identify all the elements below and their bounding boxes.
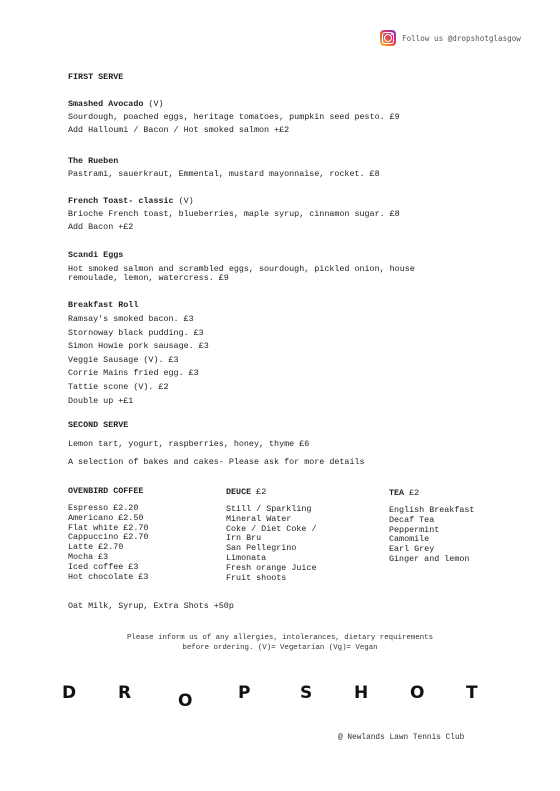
logo-letter: D xyxy=(62,683,77,703)
roll-option: Stornoway black pudding. £3 xyxy=(68,327,204,338)
deuce-heading: DEUCE xyxy=(226,487,252,497)
item-addon: Add Bacon +£2 xyxy=(68,222,134,232)
drinks-deuce xyxy=(226,486,316,583)
drink-item: San Pellegrino xyxy=(226,543,297,554)
menu-item-smashed-avocado xyxy=(68,98,400,137)
drinks-tea xyxy=(389,487,474,565)
follow-text: Follow us @dropshotglasgow xyxy=(402,33,521,43)
drink-item: Ginger and lemon xyxy=(389,553,470,564)
drink-item: Peppermint xyxy=(389,524,440,535)
roll-option: Double up +£1 xyxy=(68,395,134,406)
allergy-notice: Please inform us of any allergies, intolerances, dietary requirements before ordering. (V)= Vegetarian (Vg)= Vegan xyxy=(126,634,434,652)
first-serve-heading: FIRST SERVE xyxy=(68,72,124,82)
second-serve-bakes: A selection of bakes and cakes- Please ask for more details xyxy=(68,457,365,467)
item-name: French Toast- classic xyxy=(68,196,174,206)
roll-option: Simon Howie pork sausage. £3 xyxy=(68,341,209,352)
item-tag: (V) xyxy=(148,99,164,109)
logo-letter: S xyxy=(300,683,313,703)
item-description: Sourdough, poached eggs, heritage tomatoes, pumpkin seed pesto. £9 xyxy=(68,112,400,122)
drink-item: Flat white £2.70 xyxy=(68,522,149,533)
menu-item-french-toast xyxy=(68,195,400,234)
instagram-follow[interactable] xyxy=(380,30,521,46)
drink-item: Camomile xyxy=(389,534,430,545)
item-description: Hot smoked salmon and scrambled eggs, sourdough, pickled onion, house xyxy=(68,264,415,274)
drink-item: Earl Grey xyxy=(389,544,435,555)
tea-price: £2 xyxy=(409,488,420,498)
drink-item: Decaf Tea xyxy=(389,514,435,525)
item-name: Smashed Avocado xyxy=(68,99,144,109)
venue-text: @ Newlands Lawn Tennis Club xyxy=(338,734,465,742)
roll-option: Tattie scone (V). £2 xyxy=(68,381,169,392)
drink-item: English Breakfast xyxy=(389,505,475,515)
item-name: Breakfast Roll xyxy=(68,300,139,310)
drink-item: Still / Sparkling xyxy=(226,504,312,514)
item-name: Scandi Eggs xyxy=(68,250,124,260)
second-serve-dessert: Lemon tart, yogurt, raspberries, honey, thyme £6 xyxy=(68,439,310,449)
drink-item: Espresso £2.20 xyxy=(68,503,139,513)
drink-item: Americano £2.50 xyxy=(68,512,144,523)
drinks-extras: Oat Milk, Syrup, Extra Shots +50p xyxy=(68,601,234,611)
logo-letter: H xyxy=(354,683,369,703)
roll-option: Ramsay's smoked bacon. £3 xyxy=(68,314,194,324)
dropshot-logo xyxy=(0,683,560,713)
drink-item: Mineral Water xyxy=(226,513,292,524)
item-tag: (V) xyxy=(178,196,194,206)
deuce-price: £2 xyxy=(256,487,267,497)
item-name: The Rueben xyxy=(68,156,119,166)
drink-item: Hot chocolate £3 xyxy=(68,571,149,582)
item-description: Pastrami, sauerkraut, Emmental, mustard mayonnaise, rocket. £8 xyxy=(68,169,380,179)
item-description: Brioche French toast, blueberries, maple syrup, cinnamon sugar. £8 xyxy=(68,209,400,219)
drink-item: Fruit shoots xyxy=(226,572,287,583)
logo-letter: T xyxy=(466,683,478,703)
item-addon: Add Halloumi / Bacon / Hot smoked salmon +£2 xyxy=(68,125,290,135)
logo-letter: R xyxy=(118,683,132,703)
drink-item: Coke / Diet Coke / xyxy=(226,523,317,534)
drink-item: Cappuccino £2.70 xyxy=(68,532,149,543)
menu-item-scandi-eggs xyxy=(68,249,415,283)
logo-letter: P xyxy=(238,683,251,703)
logo-letter: O xyxy=(410,683,425,703)
drink-item: Iced coffee £3 xyxy=(68,561,139,572)
menu-item-the-rueben xyxy=(68,155,380,181)
logo-letter: O xyxy=(178,691,193,711)
drink-item: Irn Bru xyxy=(226,533,262,544)
menu-item-breakfast-roll xyxy=(68,299,209,408)
roll-option: Veggie Sausage (V). £3 xyxy=(68,354,179,365)
tea-heading: TEA xyxy=(389,488,405,498)
drink-item: Latte £2.70 xyxy=(68,542,124,553)
roll-option: Corrie Mains fried egg. £3 xyxy=(68,368,199,379)
instagram-icon xyxy=(380,30,396,46)
drink-item: Limonata xyxy=(226,552,267,563)
drinks-coffee xyxy=(68,485,148,582)
drink-item: Fresh orange Juice xyxy=(226,562,317,573)
drink-item: Mocha £3 xyxy=(68,551,109,562)
coffee-heading: OVENBIRD COFFEE xyxy=(68,486,144,496)
item-description-cont: remoulade, lemon, watercress. £9 xyxy=(68,273,229,283)
second-serve-heading: SECOND SERVE xyxy=(68,420,129,430)
